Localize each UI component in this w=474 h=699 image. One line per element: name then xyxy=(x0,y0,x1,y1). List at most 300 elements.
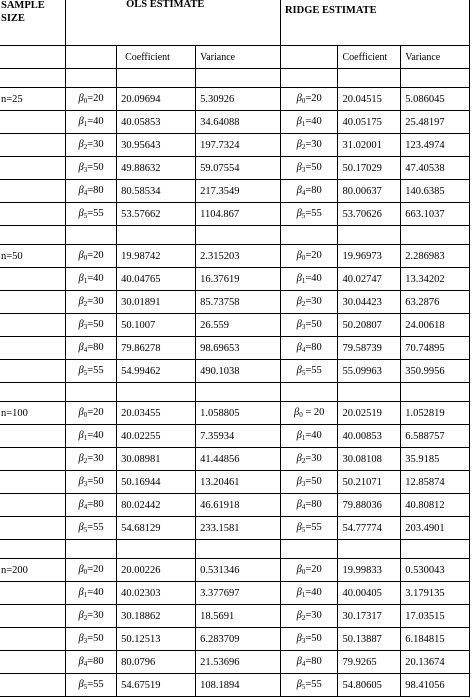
ols-variance-cell: 108.1894 xyxy=(196,674,281,697)
beta-symbol: β xyxy=(296,319,302,330)
beta-symbol: β xyxy=(78,185,84,196)
ridge-coefficient-cell: 50.13887 xyxy=(338,628,401,651)
ols-coefficient-cell: 20.09694 xyxy=(117,88,196,111)
beta-symbol: β xyxy=(296,522,302,533)
ridge-coefficient-cell: 55.09963 xyxy=(338,360,401,383)
ols-variance-cell: 46.61918 xyxy=(196,494,281,517)
separator-cell xyxy=(66,540,117,559)
ridge-coefficient-cell: 80.00637 xyxy=(338,180,401,203)
ridge-parameter-cell xyxy=(280,651,338,674)
beta-true-value: =20 xyxy=(87,93,104,104)
beta-true-value: =40 xyxy=(305,430,322,441)
beta-index: 2 xyxy=(301,143,306,151)
separator-cell xyxy=(280,69,338,88)
beta-true-value: = 20 xyxy=(302,407,325,418)
beta-index: 1 xyxy=(301,434,306,442)
beta-index: 4 xyxy=(83,189,88,197)
ols-variance-cell: 6.283709 xyxy=(196,628,281,651)
beta-true-value: =40 xyxy=(87,116,104,127)
separator-cell xyxy=(66,226,117,245)
table-row xyxy=(0,88,470,111)
beta-true-value: =55 xyxy=(305,365,322,376)
ols-variance-cell: 7.35934 xyxy=(196,425,281,448)
beta-symbol: β xyxy=(78,319,84,330)
beta-symbol: β xyxy=(78,250,84,261)
beta-index: 2 xyxy=(301,457,306,465)
beta-true-value: =30 xyxy=(87,610,104,621)
ridge-parameter-cell xyxy=(280,559,338,582)
ols-coefficient-cell: 40.04765 xyxy=(117,268,196,291)
beta-index: 5 xyxy=(83,526,88,534)
beta-index: 3 xyxy=(301,166,306,174)
separator-row xyxy=(0,69,470,88)
sample-size-cell xyxy=(0,268,66,291)
separator-cell xyxy=(280,226,338,245)
beta-index: 1 xyxy=(301,120,306,128)
beta-symbol: β xyxy=(78,296,84,307)
beta-true-value: =30 xyxy=(305,610,322,621)
ridge-parameter-cell xyxy=(280,88,338,111)
ridge-coefficient-cell: 20.04515 xyxy=(338,88,401,111)
beta-index: 2 xyxy=(83,143,88,151)
ols-variance-cell: 13.20461 xyxy=(196,471,281,494)
beta-index: 2 xyxy=(301,300,306,308)
ridge-variance-cell: 2.286983 xyxy=(401,245,470,268)
beta-index: 3 xyxy=(301,323,306,331)
beta-index: 4 xyxy=(83,503,88,511)
sample-size-cell xyxy=(0,448,66,471)
beta-symbol: β xyxy=(296,250,302,261)
table-row xyxy=(0,360,470,383)
ridge-parameter-cell xyxy=(280,291,338,314)
beta-symbol: β xyxy=(296,564,302,575)
table-row xyxy=(0,448,470,471)
ridge-variance-cell: 12.85874 xyxy=(401,471,470,494)
beta-true-value: =50 xyxy=(87,162,104,173)
ridge-parameter-cell xyxy=(280,245,338,268)
table-row xyxy=(0,402,470,425)
ols-variance-cell: 2.315203 xyxy=(196,245,281,268)
ols-coefficient-cell: 54.67519 xyxy=(117,674,196,697)
table-row xyxy=(0,157,470,180)
beta-symbol: β xyxy=(296,679,302,690)
ridge-parameter-cell xyxy=(280,494,338,517)
header-row xyxy=(0,0,470,46)
ols-coefficient-cell: 30.08981 xyxy=(117,448,196,471)
ridge-variance-cell: 35.9185 xyxy=(401,448,470,471)
ridge-variance-cell: 3.179135 xyxy=(401,582,470,605)
ols-variance-cell: 1104.867 xyxy=(196,203,281,226)
table-row xyxy=(0,134,470,157)
beta-true-value: =80 xyxy=(305,499,322,510)
beta-true-value: =50 xyxy=(87,633,104,644)
ols-parameter-cell xyxy=(66,402,117,425)
ols-parameter-cell xyxy=(66,134,117,157)
beta-index: 0 xyxy=(83,411,88,419)
beta-index: 4 xyxy=(301,660,306,668)
table-row xyxy=(0,337,470,360)
beta-index: 5 xyxy=(301,369,306,377)
ols-variance-cell: 41.44856 xyxy=(196,448,281,471)
separator-cell xyxy=(401,540,470,559)
beta-index: 2 xyxy=(83,614,88,622)
beta-index: 4 xyxy=(301,503,306,511)
separator-cell xyxy=(66,383,117,402)
ols-parameter-cell xyxy=(66,674,117,697)
separator-cell xyxy=(196,383,281,402)
beta-symbol: β xyxy=(78,656,84,667)
ols-coefficient-cell: 80.02442 xyxy=(117,494,196,517)
ols-coefficient-cell: 30.18862 xyxy=(117,605,196,628)
beta-symbol: β xyxy=(78,610,84,621)
ols-parameter-cell xyxy=(66,157,117,180)
separator-row xyxy=(0,540,470,559)
ridge-variance-cell: 13.34202 xyxy=(401,268,470,291)
ols-coefficient-cell: 50.12513 xyxy=(117,628,196,651)
ridge-parameter-cell xyxy=(280,448,338,471)
sample-size-cell xyxy=(0,291,66,314)
ridge-variance-cell: 63.2876 xyxy=(401,291,470,314)
ols-variance-cell: 85.73758 xyxy=(196,291,281,314)
table-row xyxy=(0,471,470,494)
beta-true-value: =80 xyxy=(305,342,322,353)
ols-parameter-cell xyxy=(66,203,117,226)
separator-cell xyxy=(0,69,66,88)
separator-cell xyxy=(196,540,281,559)
ols-parameter-cell xyxy=(66,651,117,674)
ols-coefficient-cell: 30.01891 xyxy=(117,291,196,314)
beta-true-value: =30 xyxy=(87,296,104,307)
ols-parameter-cell xyxy=(66,268,117,291)
beta-true-value: =20 xyxy=(305,93,322,104)
ridge-parameter-cell xyxy=(280,517,338,540)
ols-parameter-cell xyxy=(66,245,117,268)
beta-symbol: β xyxy=(78,476,84,487)
ols-parameter-cell xyxy=(66,425,117,448)
beta-index: 0 xyxy=(83,568,88,576)
beta-symbol: β xyxy=(78,679,84,690)
beta-true-value: =20 xyxy=(305,250,322,261)
table-row xyxy=(0,494,470,517)
ridge-variance-cell: 5.086045 xyxy=(401,88,470,111)
subheader-empty xyxy=(0,46,66,69)
sample-size-cell xyxy=(0,674,66,697)
ols-variance-cell: 26.559 xyxy=(196,314,281,337)
ols-coefficient-cell: 80.0796 xyxy=(117,651,196,674)
ridge-variance-cell: 47.40538 xyxy=(401,157,470,180)
beta-true-value: =30 xyxy=(305,453,322,464)
ridge-variance-cell: 17.03515 xyxy=(401,605,470,628)
ridge-coefficient-cell: 50.21071 xyxy=(338,471,401,494)
separator-cell xyxy=(117,540,196,559)
beta-true-value: =40 xyxy=(87,430,104,441)
beta-symbol: β xyxy=(78,430,84,441)
ridge-variance-cell: 25.48197 xyxy=(401,111,470,134)
beta-symbol: β xyxy=(78,116,84,127)
ridge-variance-cell: 203.4901 xyxy=(401,517,470,540)
ols-parameter-cell xyxy=(66,337,117,360)
ols-parameter-cell xyxy=(66,180,117,203)
separator-cell xyxy=(66,69,117,88)
beta-symbol: β xyxy=(296,116,302,127)
beta-symbol: β xyxy=(296,208,302,219)
ols-parameter-cell xyxy=(66,605,117,628)
ridge-variance-cell: 140.6385 xyxy=(401,180,470,203)
beta-symbol: β xyxy=(78,93,84,104)
beta-index: 3 xyxy=(83,323,88,331)
beta-symbol: β xyxy=(296,499,302,510)
subheader-ridge-variance: Variance xyxy=(401,46,470,69)
ridge-coefficient-cell: 50.17029 xyxy=(338,157,401,180)
ridge-parameter-cell xyxy=(280,402,338,425)
ridge-coefficient-cell: 40.02747 xyxy=(338,268,401,291)
separator-cell xyxy=(401,226,470,245)
beta-index: 5 xyxy=(83,683,88,691)
beta-true-value: =30 xyxy=(87,453,104,464)
separator-cell xyxy=(280,383,338,402)
beta-symbol: β xyxy=(78,499,84,510)
beta-index: 1 xyxy=(83,120,88,128)
beta-index: 4 xyxy=(301,346,306,354)
sample-size-cell: n=100 xyxy=(0,402,66,425)
separator-cell xyxy=(117,69,196,88)
beta-index: 3 xyxy=(83,166,88,174)
sample-size-cell xyxy=(0,157,66,180)
ols-coefficient-cell: 40.05853 xyxy=(117,111,196,134)
ols-parameter-cell xyxy=(66,111,117,134)
beta-true-value: =30 xyxy=(305,296,322,307)
sample-size-cell: n=200 xyxy=(0,559,66,582)
beta-symbol: β xyxy=(296,610,302,621)
beta-symbol: β xyxy=(78,587,84,598)
beta-symbol: β xyxy=(296,162,302,173)
beta-true-value: =40 xyxy=(305,587,322,598)
ridge-coefficient-cell: 54.80605 xyxy=(338,674,401,697)
table-row xyxy=(0,111,470,134)
separator-row xyxy=(0,226,470,245)
separator-row xyxy=(0,383,470,402)
beta-symbol: β xyxy=(296,139,302,150)
sample-size-cell xyxy=(0,180,66,203)
ridge-coefficient-cell: 50.20807 xyxy=(338,314,401,337)
separator-cell xyxy=(338,540,401,559)
ridge-parameter-cell xyxy=(280,605,338,628)
sample-size-cell xyxy=(0,360,66,383)
ols-variance-cell: 16.37619 xyxy=(196,268,281,291)
beta-symbol: β xyxy=(78,365,84,376)
ridge-parameter-cell xyxy=(280,337,338,360)
beta-true-value: =55 xyxy=(305,208,322,219)
beta-symbol: β xyxy=(78,522,84,533)
sample-size-cell xyxy=(0,628,66,651)
beta-true-value: =55 xyxy=(87,679,104,690)
beta-true-value: =50 xyxy=(305,476,322,487)
ols-coefficient-cell: 50.16944 xyxy=(117,471,196,494)
beta-true-value: =50 xyxy=(87,319,104,330)
beta-symbol: β xyxy=(296,365,302,376)
ridge-parameter-cell xyxy=(280,111,338,134)
ridge-parameter-cell xyxy=(280,134,338,157)
ols-coefficient-cell: 49.88632 xyxy=(117,157,196,180)
beta-symbol: β xyxy=(78,453,84,464)
sample-size-cell xyxy=(0,582,66,605)
separator-cell xyxy=(338,69,401,88)
table-row xyxy=(0,582,470,605)
beta-index: 2 xyxy=(301,614,306,622)
sample-size-cell xyxy=(0,425,66,448)
beta-symbol: β xyxy=(78,407,84,418)
ridge-variance-cell: 6.588757 xyxy=(401,425,470,448)
beta-index: 0 xyxy=(301,254,306,262)
ridge-variance-cell: 20.13674 xyxy=(401,651,470,674)
beta-symbol: β xyxy=(296,273,302,284)
beta-true-value: =40 xyxy=(305,273,322,284)
beta-true-value: =80 xyxy=(87,499,104,510)
ols-coefficient-cell: 20.00226 xyxy=(117,559,196,582)
subheader-empty xyxy=(66,46,117,69)
separator-cell xyxy=(0,540,66,559)
ridge-parameter-cell xyxy=(280,203,338,226)
ridge-variance-cell: 70.74895 xyxy=(401,337,470,360)
ols-coefficient-cell: 53.57662 xyxy=(117,203,196,226)
sample-size-cell xyxy=(0,471,66,494)
ols-coefficient-cell: 20.03455 xyxy=(117,402,196,425)
beta-true-value: =20 xyxy=(305,564,322,575)
beta-symbol: β xyxy=(296,587,302,598)
ridge-coefficient-cell: 19.99833 xyxy=(338,559,401,582)
beta-index: 5 xyxy=(83,369,88,377)
beta-index: 0 xyxy=(301,568,306,576)
sample-size-cell xyxy=(0,111,66,134)
separator-cell xyxy=(280,540,338,559)
ols-variance-cell: 98.69653 xyxy=(196,337,281,360)
ols-variance-cell: 59.07554 xyxy=(196,157,281,180)
ridge-variance-cell: 1.052819 xyxy=(401,402,470,425)
beta-index: 5 xyxy=(83,212,88,220)
ridge-coefficient-cell: 40.00853 xyxy=(338,425,401,448)
ols-variance-cell: 3.377697 xyxy=(196,582,281,605)
beta-index: 0 xyxy=(301,97,306,105)
beta-true-value: =55 xyxy=(305,522,322,533)
header-ridge-estimate: RIDGE ESTIMATE xyxy=(280,0,469,46)
ridge-coefficient-cell: 53.70626 xyxy=(338,203,401,226)
ridge-coefficient-cell: 54.77774 xyxy=(338,517,401,540)
ridge-parameter-cell xyxy=(280,425,338,448)
ols-parameter-cell xyxy=(66,88,117,111)
table-row xyxy=(0,268,470,291)
ols-variance-cell: 217.3549 xyxy=(196,180,281,203)
beta-true-value: =50 xyxy=(305,633,322,644)
table-row xyxy=(0,245,470,268)
separator-cell xyxy=(196,226,281,245)
beta-symbol: β xyxy=(78,342,84,353)
beta-true-value: =20 xyxy=(87,564,104,575)
beta-index: 5 xyxy=(301,526,306,534)
table-row xyxy=(0,605,470,628)
beta-true-value: =80 xyxy=(87,342,104,353)
separator-cell xyxy=(401,383,470,402)
beta-index: 3 xyxy=(83,637,88,645)
beta-symbol: β xyxy=(296,656,302,667)
ridge-coefficient-cell: 40.00405 xyxy=(338,582,401,605)
ols-coefficient-cell: 50.1007 xyxy=(117,314,196,337)
beta-symbol: β xyxy=(296,453,302,464)
ols-variance-cell: 490.1038 xyxy=(196,360,281,383)
beta-symbol: β xyxy=(296,476,302,487)
header-sample-size: SAMPLE SIZE xyxy=(0,0,66,46)
table-row xyxy=(0,517,470,540)
separator-cell xyxy=(117,226,196,245)
ols-variance-cell: 18.5691 xyxy=(196,605,281,628)
sample-size-cell xyxy=(0,337,66,360)
ridge-coefficient-cell: 40.05175 xyxy=(338,111,401,134)
beta-symbol: β xyxy=(78,208,84,219)
ols-parameter-cell xyxy=(66,360,117,383)
ridge-coefficient-cell: 79.9265 xyxy=(338,651,401,674)
ridge-variance-cell: 98.41056 xyxy=(401,674,470,697)
sample-size-cell xyxy=(0,314,66,337)
beta-index: 0 xyxy=(299,411,303,419)
subheader-ols-coefficient: Coefficient xyxy=(117,46,196,69)
ols-parameter-cell xyxy=(66,494,117,517)
ols-variance-cell: 5.30926 xyxy=(196,88,281,111)
beta-symbol: β xyxy=(296,296,302,307)
ols-variance-cell: 0.531346 xyxy=(196,559,281,582)
subheader-row xyxy=(0,46,470,69)
beta-index: 2 xyxy=(83,457,88,465)
ridge-coefficient-cell: 30.04423 xyxy=(338,291,401,314)
ols-parameter-cell xyxy=(66,517,117,540)
beta-index: 1 xyxy=(301,591,306,599)
ridge-variance-cell: 123.4974 xyxy=(401,134,470,157)
beta-true-value: =40 xyxy=(87,273,104,284)
header-ols-estimate: OLS ESTIMATE xyxy=(66,0,281,46)
beta-true-value: =80 xyxy=(87,656,104,667)
beta-true-value: =30 xyxy=(305,139,322,150)
subheader-empty xyxy=(280,46,338,69)
beta-symbol: β xyxy=(294,407,300,418)
ridge-parameter-cell xyxy=(280,471,338,494)
table-row xyxy=(0,180,470,203)
ridge-variance-cell: 6.184815 xyxy=(401,628,470,651)
beta-true-value: =50 xyxy=(305,162,322,173)
beta-index: 4 xyxy=(83,346,88,354)
beta-symbol: β xyxy=(78,139,84,150)
separator-cell xyxy=(338,226,401,245)
beta-symbol: β xyxy=(78,564,84,575)
table-row xyxy=(0,628,470,651)
table-row xyxy=(0,291,470,314)
beta-true-value: =80 xyxy=(305,185,322,196)
beta-index: 1 xyxy=(83,434,88,442)
ols-variance-cell: 21.53696 xyxy=(196,651,281,674)
beta-true-value: =55 xyxy=(305,679,322,690)
beta-true-value: =50 xyxy=(87,476,104,487)
beta-true-value: =55 xyxy=(87,365,104,376)
ridge-coefficient-cell: 30.08108 xyxy=(338,448,401,471)
ols-parameter-cell xyxy=(66,628,117,651)
beta-index: 3 xyxy=(301,637,306,645)
ols-parameter-cell xyxy=(66,314,117,337)
ols-parameter-cell xyxy=(66,471,117,494)
ridge-coefficient-cell: 19.96973 xyxy=(338,245,401,268)
separator-cell xyxy=(338,383,401,402)
ridge-coefficient-cell: 79.88036 xyxy=(338,494,401,517)
separator-cell xyxy=(196,69,281,88)
ridge-parameter-cell xyxy=(280,157,338,180)
beta-true-value: =30 xyxy=(87,139,104,150)
table-row xyxy=(0,559,470,582)
